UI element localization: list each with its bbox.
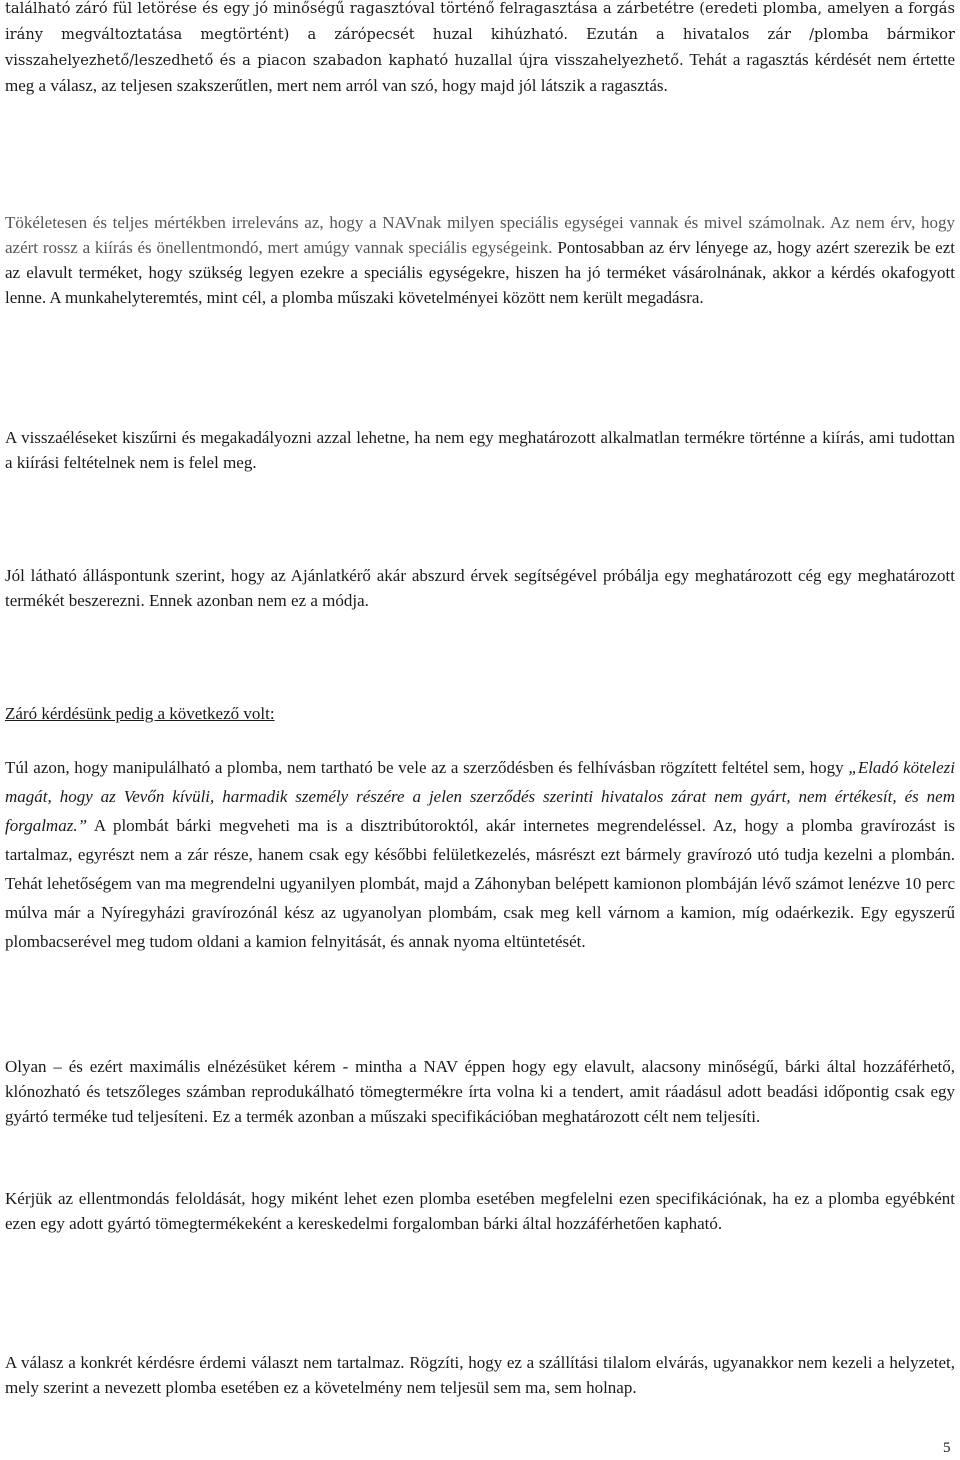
- paragraph-manipulation-start: Túl azon, hogy manipulálható a plomba, nem tartható be vele az a szerződésben és felhívásban rögzített feltétel sem, hogy: [5, 758, 844, 777]
- paragraph-nav-units: [5, 210, 955, 310]
- paragraph-tender-criticism: Olyan – és ezért maximális elnézésüket kérem - mintha a NAV éppen hogy egy elavult, alacsony minőségű, bárki által hozzáférhető, klónozható és tetszőleges számban reprodukálható tömegtermékre írta volna ki a tendert, amit ráadásul adott beadási időpontig csak egy gyártó terméke tud teljesíteni. Ez a termék azonban a műszaki specifikációban meghatározott célt nem teljesíti.: [5, 1057, 955, 1126]
- paragraph-request: Kérjük az ellentmondás feloldását, hogy miként lehet ezen plomba esetében megfelelni ezen specifikációnak, ha ez a plomba egyébként ezen egy adott gyártó tömegtermékeként a kereskedelmi forgalomban bárki által hozzáférhetően kapható.: [5, 1189, 955, 1233]
- paragraph-nav-units-lead: Tökéletesen és teljes mértékben irreleváns az, hogy a NAVnak milyen speciális egységei vannak és mivel számolnak. Az nem érv, hogy azért rossz a kiírás és önellentmondó, mert amúgy vannak speciális egységeink.: [5, 213, 955, 257]
- section-heading-text: Záró kérdésünk pedig a következő volt:: [5, 704, 275, 723]
- paragraph-manipulation-end: A plombát bárki megveheti ma is a disztribútoroktól, akár internetes megrendeléssel. Az, hogy a plomba gravírozást is tartalmaz, egyrészt nem a zár része, hanem csak egy későbbi felületkezelés, másrészt ezt bármely gravírozó utó tudja kezelni a plombán. Tehát lehetőségem van ma megrendelni ugyanilyen plombát, majd a Záhonyban belépett kamionon plombáján lévő számot lenézve 10 perc múlva már a Nyíregyházi gravírozónál kész az ugyanolyan plombám, csak meg kell várnom a kamion, míg odaérkezik. Egy egyszerű plombacserével meg tudom oldani a kamion felnyitását, és annak nyoma eltüntetését.: [5, 816, 955, 951]
- contract-quote: „Eladó kötelezi magát, hogy az Vevőn kívüli, harmadik személy részére a jelen szerződés szerinti hivatalos zárat nem gyárt, nem értékesít, és nem forgalmaz.”: [5, 758, 956, 835]
- paragraph-seal-tampering: [5, 0, 955, 98]
- page-number: 5: [943, 1440, 951, 1456]
- paragraph-seal-tampering-lead: található záró fül letörése és egy jó minőségű ragasztóval történő felragasztása a zárbetétre (eredeti plomba, amelyen a forgás irány megváltoztatása megtörtént) a zárópecsét huzal kihúzható. Ezután a hivatalos zár /plomba bármikor visszahelyezhető/leszedhető és a piacon szabadon kapható huzallal újra visszahelyezhető.: [5, 0, 955, 69]
- paragraph-manipulation: [5, 753, 955, 956]
- paragraph-position: Jól látható álláspontunk szerint, hogy az Ajánlatkérő akár abszurd érvek segítségével próbálja egy meghatározott cég egy meghatározott termékét beszerezni. Ennek azonban nem ez a módja.: [5, 566, 955, 610]
- paragraph-answer-assessment: A válasz a konkrét kérdésre érdemi választ nem tartalmaz. Rögzíti, hogy ez a szállítási tilalom elvárás, ugyanakkor nem kezeli a helyzetet, mely szerint a nevezett plomba esetében ez a követelmény nem teljesül sem ma, sem holnap.: [5, 1353, 955, 1397]
- paragraph-seal-tampering-rest: Tehát a ragasztás kérdését nem értette meg a válasz, az teljesen szakszerűtlen, mert nem arról van szó, hogy majd jól látszik a ragasztás.: [5, 50, 955, 95]
- section-heading: [5, 701, 955, 726]
- paragraph-abuse-prevention: A visszaéléseket kiszűrni és megakadályozni azzal lehetne, ha nem egy meghatározott alkalmatlan termékre történne a kiírás, ami tudottan a kiírási feltételnek nem is felel meg.: [5, 428, 955, 472]
- paragraph-nav-units-rest: Pontosabban az érv lényege az, hogy azért szerezik be ezt az elavult terméket, hogy szükség legyen ezekre a speciális egységekre, hiszen ha jó terméket vásárolnának, akkor a kérdés okafogyott lenne. A munkahelyteremtés, mint cél, a plomba műszaki követelményei között nem került megadásra.: [5, 238, 955, 307]
